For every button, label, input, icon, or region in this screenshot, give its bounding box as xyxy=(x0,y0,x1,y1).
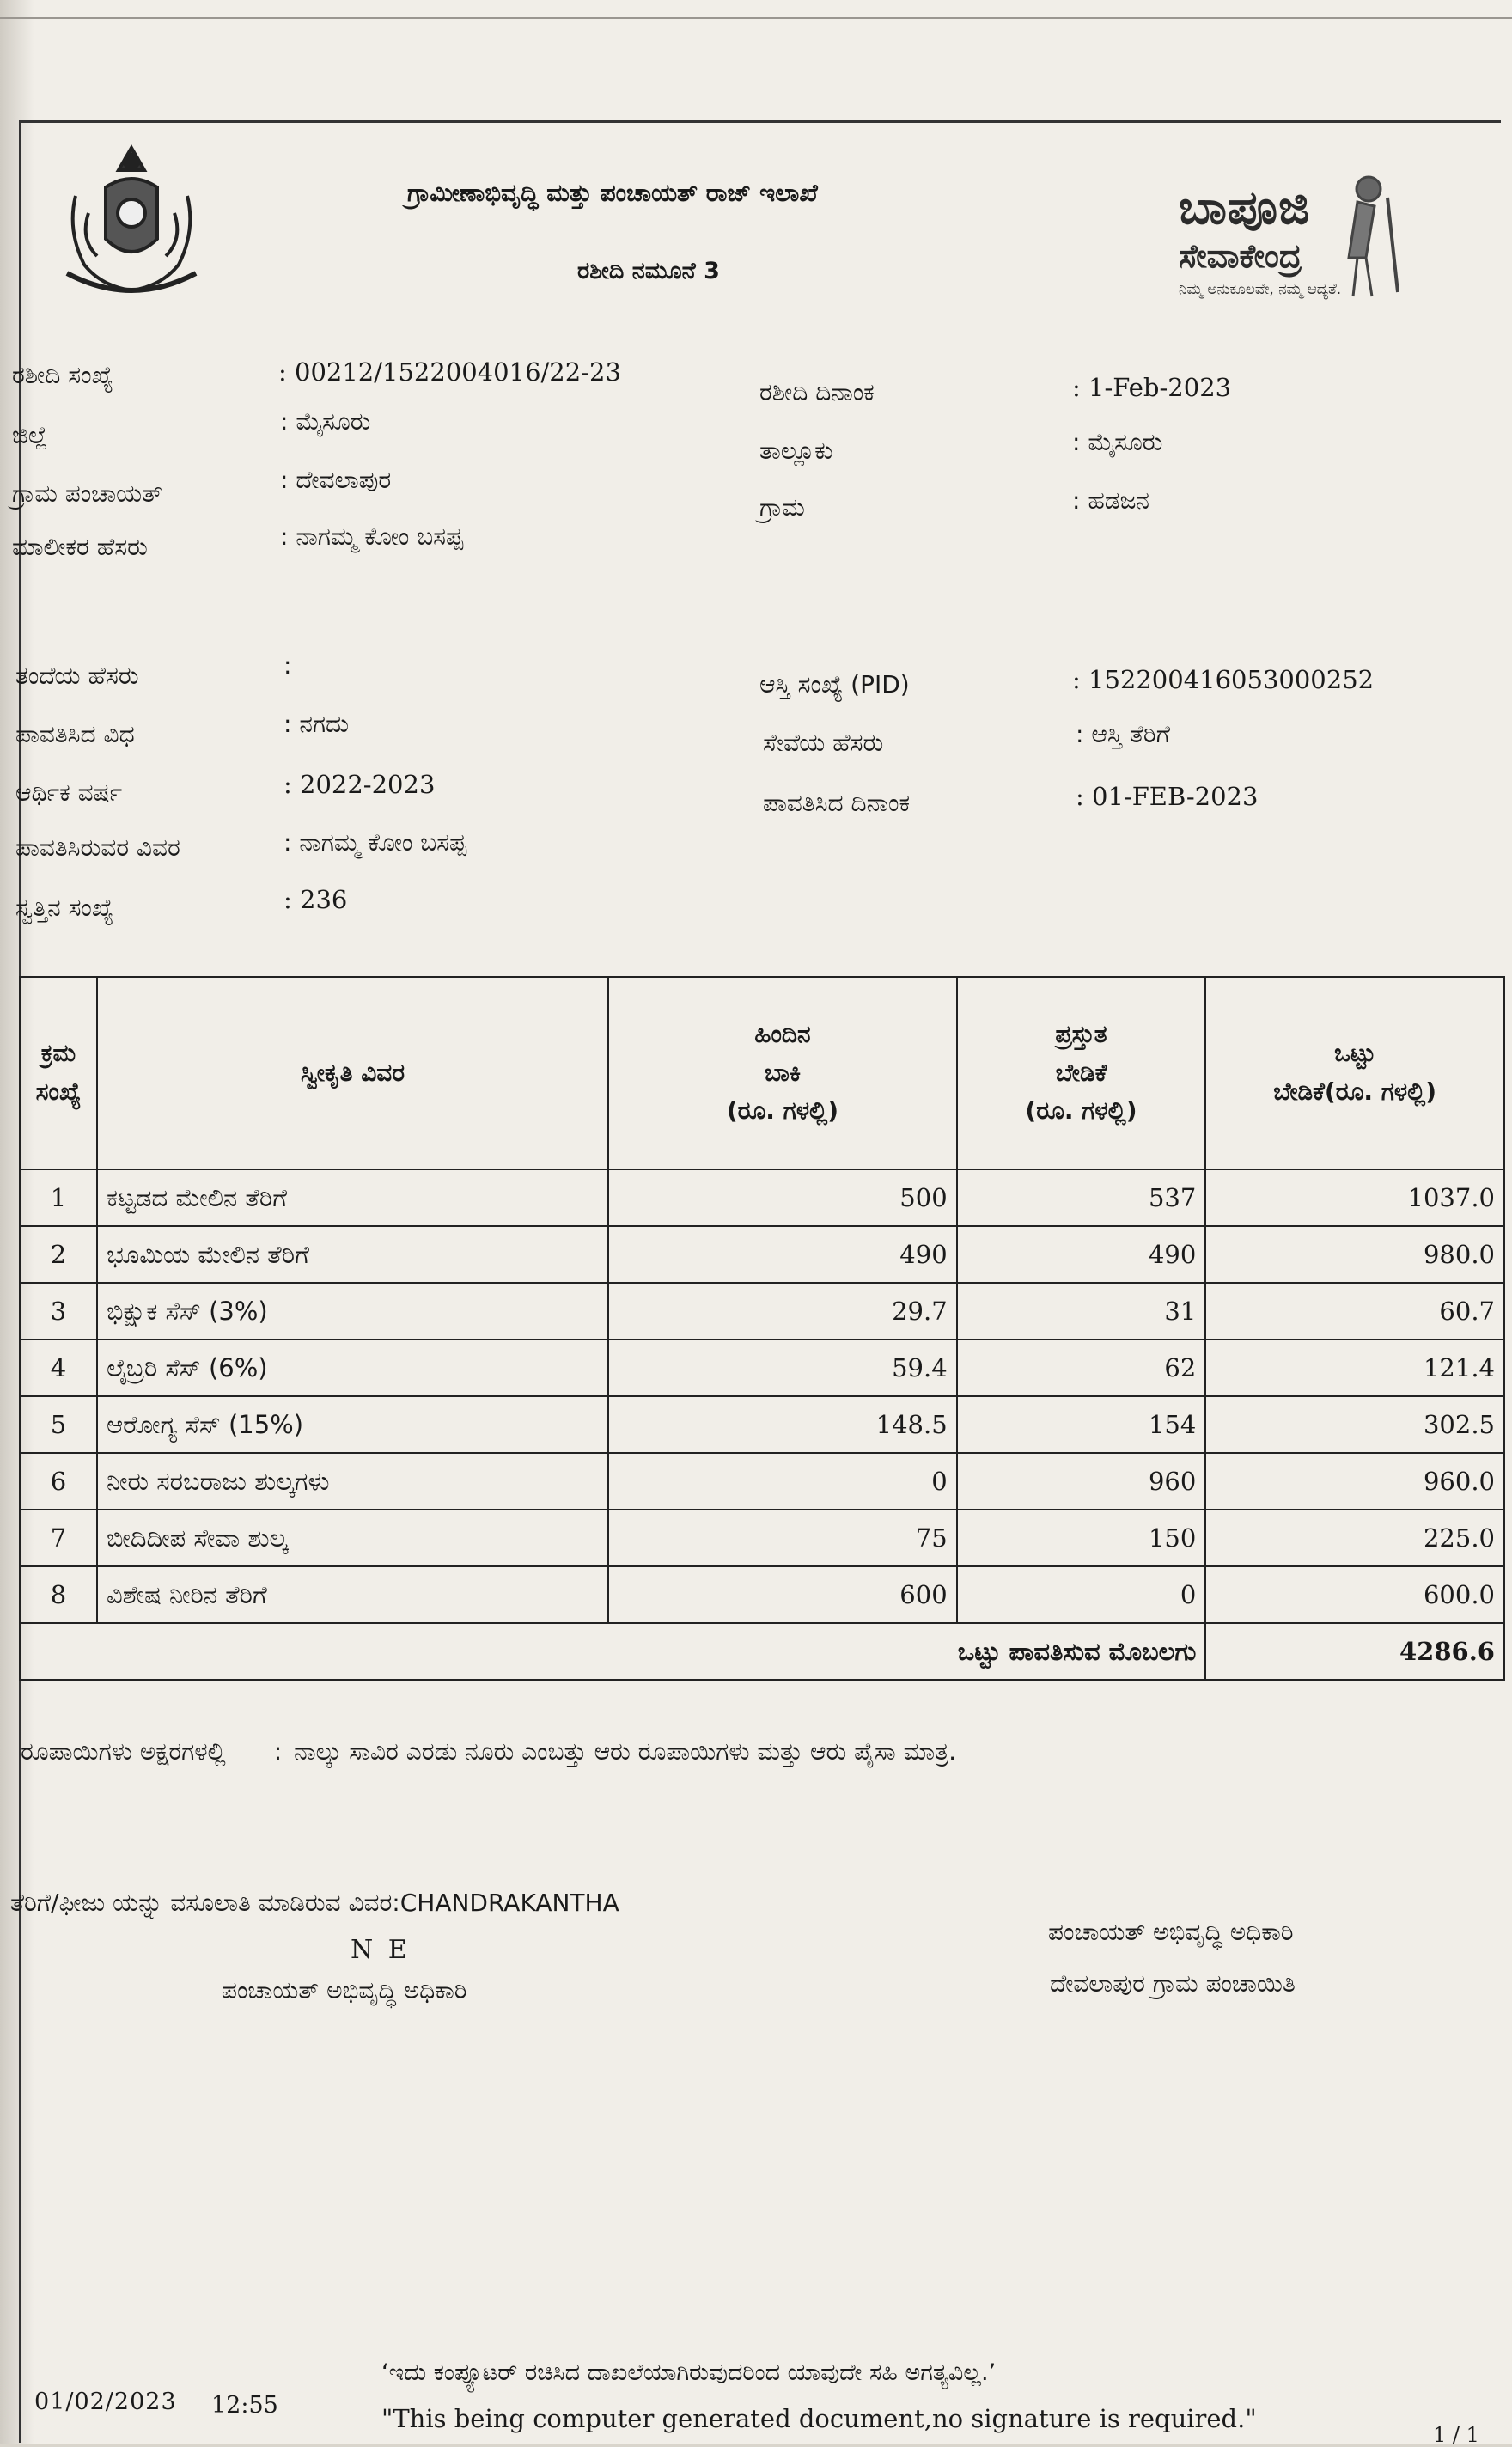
pid-value: : 152200416053000252 xyxy=(1072,665,1375,694)
row-desc: ಕಟ್ಟಡದ ಮೇಲಿನ ತೆರಿಗೆ xyxy=(97,1169,608,1226)
table-row xyxy=(20,1169,1504,1226)
collector-initials: N E xyxy=(351,1935,411,1965)
table-row xyxy=(20,1339,1504,1396)
page-number: 1 / 1 xyxy=(1433,2423,1479,2447)
row-total: 121.4 xyxy=(1205,1339,1504,1396)
print-date: 01/02/2023 xyxy=(34,2389,177,2415)
receipt-no-label: ರಶೀದಿ ಸಂಖ್ಯೆ xyxy=(12,361,113,389)
father-name-label: ತಂದೆಯ ಹೆಸರು xyxy=(15,662,139,690)
row-no: 6 xyxy=(20,1453,97,1510)
gram-panchayat-value: : ದೇವಲಾಪುರ xyxy=(280,466,392,494)
row-total: 60.7 xyxy=(1205,1283,1504,1339)
village-value: : ಹಡಜನ xyxy=(1072,486,1149,515)
service-name-value: : ಆಸ್ತಿ ತೆರಿಗೆ xyxy=(1076,720,1170,748)
row-desc: ವಿಶೇಷ ನೀರಿನ ತೆರಿಗೆ xyxy=(97,1566,608,1623)
header-serial-line2: ಸಂಖ್ಯೆ xyxy=(35,1077,82,1106)
row-prev: 0 xyxy=(608,1453,956,1510)
pid-label: ಆಸ್ತಿ ಸಂಖ್ಯೆ (PID) xyxy=(759,670,910,699)
payment-mode-value: : ನಗದು xyxy=(284,710,350,738)
financial-year-value: : 2022-2023 xyxy=(284,770,436,799)
row-total: 980.0 xyxy=(1205,1226,1504,1283)
owner-name-value: : ನಾಗಮ್ಮ ಕೋಂ ಬಸಪ್ಪ xyxy=(280,522,464,551)
owner-name-label: ಮಾಲೀಕರ ಹೆಸರು xyxy=(12,533,148,561)
table-header-row xyxy=(20,977,1504,1169)
row-curr: 62 xyxy=(957,1339,1206,1396)
row-total: 1037.0 xyxy=(1205,1169,1504,1226)
row-desc: ಲೈಬ್ರರಿ ಸೆಸ್ (6%) xyxy=(97,1339,608,1396)
gram-panchayat-label: ಗ್ರಾಮ ಪಂಚಾಯತ್ xyxy=(12,479,163,508)
amount-words-label: ರೂಪಾಯಿಗಳು ಅಕ್ಷರಗಳಲ್ಲಿ xyxy=(21,1737,226,1766)
row-desc: ಭಿಕ್ಷುಕ ಸೆಸ್ (3%) xyxy=(97,1283,608,1339)
header-previous-balance xyxy=(608,977,956,1169)
payer-details-value: : ನಾಗಮ್ಮ ಕೋಂ ಬಸಪ್ಪ xyxy=(284,828,467,857)
header-total-line1: ಒಟ್ಟು xyxy=(1334,1039,1376,1068)
district-label: ಜಿಲ್ಲೆ xyxy=(12,421,48,449)
header-serial-line1: ಕ್ರಮ xyxy=(40,1039,76,1068)
table-row xyxy=(20,1453,1504,1510)
receipt-no-value: : 00212/1522004016/22-23 xyxy=(278,357,621,387)
amount-in-words: ರೂಪಾಯಿಗಳು ಅಕ್ಷರಗಳಲ್ಲಿ : ನಾಲ್ಕು ಸಾವಿರ ಎರಡು ನೂರು ಎಂಬತ್ತು ಆರು ರೂಪಾಯಿಗಳು ಮತ್ತು ಆರು ಪೈಸಾ ಮಾತ್ರ. xyxy=(21,1737,956,1766)
table-row xyxy=(20,1566,1504,1623)
taluk-label: ತಾಲ್ಲೂಕು xyxy=(759,436,833,465)
total-value: 4286.6 xyxy=(1205,1623,1504,1680)
header-prev-line2: ಬಾಕಿ xyxy=(764,1058,801,1087)
brand-tagline: ನಿಮ್ಮ ಅನುಕೂಲವೇ, ನಮ್ಮ ಆದ್ಯತೆ. xyxy=(1179,281,1342,298)
row-curr: 960 xyxy=(957,1453,1206,1510)
header-description: ಸ್ವೀಕೃತಿ ವಿವರ xyxy=(97,977,608,1169)
row-desc: ಭೂಮಿಯ ಮೇಲಿನ ತೆರಿಗೆ xyxy=(97,1226,608,1283)
footer-note-english: "This being computer generated document,no signature is required." xyxy=(381,2404,1257,2433)
financial-year-label: ಆರ್ಥಿಕ ವರ್ಷ xyxy=(15,778,123,807)
table-row xyxy=(20,1510,1504,1566)
header-prev-line3: (ರೂ. ಗಳಲ್ಲಿ) xyxy=(726,1096,838,1126)
row-prev: 490 xyxy=(608,1226,956,1283)
paid-date-label: ಪಾವತಿಸಿದ ದಿನಾಂಕ xyxy=(763,789,911,817)
receipt-date-label: ರಶೀದಿ ದಿನಾಂಕ xyxy=(759,378,875,406)
row-curr: 150 xyxy=(957,1510,1206,1566)
total-row xyxy=(20,1623,1504,1680)
row-prev: 600 xyxy=(608,1566,956,1623)
row-no: 5 xyxy=(20,1396,97,1453)
header-curr-line3: (ರೂ. ಗಳಲ್ಲಿ) xyxy=(1025,1096,1137,1126)
authority-office: ದೇವಲಾಪುರ ಗ್ರಾಮ ಪಂಚಾಯಿತಿ xyxy=(1050,1969,1296,1998)
row-total: 225.0 xyxy=(1205,1510,1504,1566)
row-total: 960.0 xyxy=(1205,1453,1504,1510)
table-row xyxy=(20,1226,1504,1283)
row-total: 302.5 xyxy=(1205,1396,1504,1453)
header-total-demand xyxy=(1205,977,1504,1169)
header-current-demand xyxy=(957,977,1206,1169)
service-name-label: ಸೇವೆಯ ಹೆಸರು xyxy=(763,729,884,757)
top-rule xyxy=(0,17,1512,19)
row-no: 7 xyxy=(20,1510,97,1566)
row-prev: 29.7 xyxy=(608,1283,956,1339)
brand-block xyxy=(1179,180,1341,298)
header-curr-line2: ಬೇಡಿಕೆ xyxy=(1055,1058,1107,1087)
row-curr: 537 xyxy=(957,1169,1206,1226)
village-label: ಗ್ರಾಮ xyxy=(759,493,805,522)
row-curr: 154 xyxy=(957,1396,1206,1453)
property-no-label: ಸ್ವತ್ತಿನ ಸಂಖ್ಯೆ xyxy=(15,894,114,922)
form-title: ರಶೀದಿ ನಮೂನೆ 3 xyxy=(577,258,720,284)
brand-sub: ಸೇವಾಕೇಂದ್ರ xyxy=(1179,237,1302,275)
amount-words-value: ನಾಲ್ಕು ಸಾವಿರ ಎರಡು ನೂರು ಎಂಬತ್ತು ಆರು ರೂಪಾಯಿಗಳು ಮತ್ತು ಆರು ಪೈಸಾ ಮಾತ್ರ. xyxy=(294,1737,956,1766)
row-no: 3 xyxy=(20,1283,97,1339)
row-no: 8 xyxy=(20,1566,97,1623)
receipt-date-value: : 1-Feb-2023 xyxy=(1072,373,1232,402)
header-curr-line1: ಪ್ರಸ್ತುತ xyxy=(1055,1019,1107,1048)
total-label: ಒಟ್ಟು ಪಾವತಿಸುವ ಮೊಬಲಗು xyxy=(20,1623,1205,1680)
table-row xyxy=(20,1396,1504,1453)
row-prev: 148.5 xyxy=(608,1396,956,1453)
footer-note-kannada: ‘ಇದು ಕಂಪ್ಯೂಟರ್ ರಚಿಸಿದ ದಾಖಲೆಯಾಗಿರುವುದರಿಂದ ಯಾವುದೇ ಸಹಿ ಅಗತ್ಯವಿಲ್ಲ.’ xyxy=(381,2359,997,2386)
paid-date-value: : 01-FEB-2023 xyxy=(1076,782,1259,811)
row-prev: 500 xyxy=(608,1169,956,1226)
authority-designation: ಪಂಚಾಯತ್ ಅಭಿವೃದ್ಧಿ ಅಧಿಕಾರಿ xyxy=(1048,1918,1294,1946)
row-no: 2 xyxy=(20,1226,97,1283)
row-curr: 31 xyxy=(957,1283,1206,1339)
collector-designation: ಪಂಚಾಯತ್ ಅಭಿವೃದ್ಧಿ ಅಧಿಕಾರಿ xyxy=(222,1976,467,2005)
brand-name: ಬಾಪೂಜಿ xyxy=(1179,180,1311,235)
district-value: : ಮೈಸೂರು xyxy=(280,407,371,436)
row-no: 4 xyxy=(20,1339,97,1396)
taluk-value: : ಮೈಸೂರು xyxy=(1072,428,1163,456)
payer-details-label: ಪಾವತಿಸಿರುವರ ವಿವರ xyxy=(15,833,180,862)
row-curr: 0 xyxy=(957,1566,1206,1623)
karnataka-emblem-icon xyxy=(58,136,204,308)
row-total: 600.0 xyxy=(1205,1566,1504,1623)
payment-mode-label: ಪಾವತಿಸಿದ ವಿಧ xyxy=(15,720,135,748)
table-row xyxy=(20,1283,1504,1339)
row-desc: ಬೀದಿದೀಪ ಸೇವಾ ಶುಲ್ಕ xyxy=(97,1510,608,1566)
row-desc: ಆರೋಗ್ಯ ಸೆಸ್ (15%) xyxy=(97,1396,608,1453)
print-time: 12:55 xyxy=(211,2392,278,2419)
header-serial-no xyxy=(20,977,97,1169)
row-curr: 490 xyxy=(957,1226,1206,1283)
row-desc: ನೀರು ಸರಬರಾಜು ಶುಲ್ಕಗಳು xyxy=(97,1453,608,1510)
row-prev: 75 xyxy=(608,1510,956,1566)
property-no-value: : 236 xyxy=(284,885,348,914)
department-title: ಗ್ರಾಮೀಣಾಭಿವೃದ್ಧಿ ಮತ್ತು ಪಂಚಾಯತ್ ರಾಜ್ ಇಲಾಖೆ xyxy=(407,179,818,207)
collector-details: ತೆರಿಗೆ/ಫೀಜು ಯನ್ನು ವಸೂಲಾತಿ ಮಾಡಿರುವ ವಿವರ:CHANDRAKANTHA xyxy=(10,1889,619,1917)
father-name-value: : xyxy=(284,651,292,680)
header-total-line2: ಬೇಡಿಕೆ(ರೂ. ಗಳಲ್ಲಿ) xyxy=(1273,1077,1437,1106)
row-no: 1 xyxy=(20,1169,97,1226)
row-prev: 59.4 xyxy=(608,1339,956,1396)
header-prev-line1: ಹಿಂದಿನ xyxy=(754,1019,811,1048)
fee-table xyxy=(19,976,1505,1681)
